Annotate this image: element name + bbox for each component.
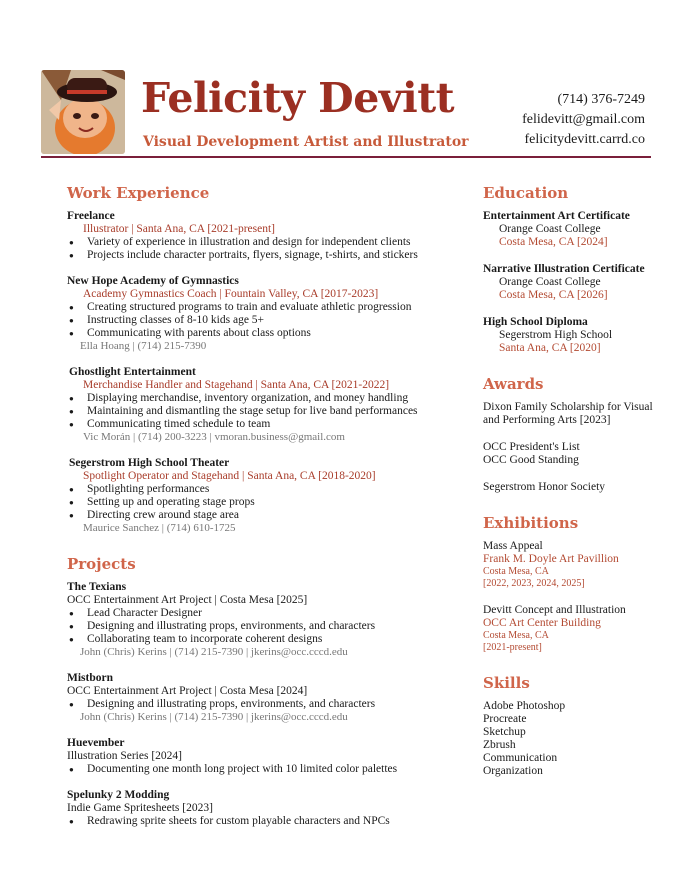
project-bullet: ● Lead Character Designer bbox=[67, 607, 467, 620]
exhibition-years: [2021-present] bbox=[483, 642, 542, 653]
award-item: Segerstrom Honor Society bbox=[483, 481, 606, 493]
job-duty: ● Communicating with parents about class options bbox=[67, 327, 467, 340]
skill-item: Procreate bbox=[483, 713, 527, 725]
contact-block bbox=[522, 90, 645, 150]
exhibition-entry bbox=[483, 540, 663, 590]
project-detail: Indie Game Spritesheets [2023] bbox=[67, 802, 213, 814]
projects-heading: Projects bbox=[67, 555, 136, 573]
project-bullet: ● Collaborating team to incorporate coherent designs bbox=[67, 633, 467, 646]
education-entry bbox=[483, 316, 663, 355]
education-degree: Entertainment Art Certificate bbox=[483, 210, 630, 222]
education-location: Santa Ana, CA [2020] bbox=[499, 342, 601, 354]
job-duty: ● Setting up and operating stage props bbox=[67, 496, 467, 509]
project-reference: John (Chris) Kerins | (714) 215-7390 | jkerins@occ.cccd.edu bbox=[80, 646, 348, 658]
project-bullets bbox=[67, 763, 467, 776]
education-entry bbox=[483, 210, 663, 249]
awards-heading: Awards bbox=[483, 375, 544, 393]
applicant-title: Visual Development Artist and Illustrator bbox=[143, 134, 469, 150]
project-entry bbox=[67, 672, 467, 724]
exhibition-venue: OCC Art Center Building bbox=[483, 617, 601, 629]
exhibition-name: Mass Appeal bbox=[483, 540, 543, 552]
job-duties bbox=[67, 236, 467, 262]
avatar-illustration-icon bbox=[41, 70, 125, 154]
project-name: Spelunky 2 Modding bbox=[67, 789, 170, 801]
project-bullet: ● Designing and illustrating props, environments, and characters bbox=[67, 620, 467, 633]
project-name: Mistborn bbox=[67, 672, 113, 684]
education-school: Orange Coast College bbox=[499, 223, 601, 235]
education-school: Orange Coast College bbox=[499, 276, 601, 288]
job-entry bbox=[67, 366, 467, 444]
job-duties bbox=[67, 392, 467, 431]
award-item: OCC Good Standing bbox=[483, 454, 579, 466]
job-duties bbox=[67, 483, 467, 522]
job-entry bbox=[67, 210, 467, 262]
job-duties bbox=[67, 301, 467, 340]
job-role: Merchandise Handler and Stagehand | Santa Ana, CA [2021-2022] bbox=[83, 379, 390, 391]
project-bullet: ● Redrawing sprite sheets for custom playable characters and NPCs bbox=[67, 815, 467, 828]
job-role: Illustrator | Santa Ana, CA [2021-present] bbox=[83, 223, 276, 235]
header-divider bbox=[41, 156, 651, 158]
education-location: Costa Mesa, CA [2026] bbox=[499, 289, 608, 301]
education-heading: Education bbox=[483, 184, 569, 202]
job-duty: ● Displaying merchandise, inventory organization, and money handling bbox=[67, 392, 467, 405]
awards-list bbox=[483, 401, 663, 494]
left-column bbox=[67, 182, 467, 841]
project-detail: OCC Entertainment Art Project | Costa Mesa [2024] bbox=[67, 685, 308, 697]
phone-number: (714) 376-7249 bbox=[557, 92, 645, 107]
resume-header bbox=[41, 70, 651, 156]
right-column bbox=[483, 182, 663, 778]
job-duty: ● Spotlighting performances bbox=[67, 483, 467, 496]
education-location: Costa Mesa, CA [2024] bbox=[499, 236, 608, 248]
job-duty: ● Projects include character portraits, flyers, signage, t-shirts, and stickers bbox=[67, 249, 467, 262]
award-item: Dixon Family Scholarship for Visual and Performing Arts [2023] bbox=[483, 401, 653, 426]
project-reference: John (Chris) Kerins | (714) 215-7390 | jkerins@occ.cccd.edu bbox=[80, 711, 348, 723]
education-degree: Narrative Illustration Certificate bbox=[483, 263, 645, 275]
skill-item: Sketchup bbox=[483, 726, 526, 738]
project-entry bbox=[67, 737, 467, 776]
job-duty: ● Communicating timed schedule to team bbox=[67, 418, 467, 431]
job-employer: Ghostlight Entertainment bbox=[69, 366, 196, 378]
education-school: Segerstrom High School bbox=[499, 329, 613, 341]
skill-item: Communication bbox=[483, 752, 558, 764]
project-bullet: ● Documenting one month long project with 10 limited color palettes bbox=[67, 763, 467, 776]
job-employer: New Hope Academy of Gymnastics bbox=[67, 275, 239, 287]
job-role: Spotlight Operator and Stagehand | Santa Ana, CA [2018-2020] bbox=[83, 470, 376, 482]
project-bullets bbox=[67, 698, 467, 711]
exhibition-venue: Frank M. Doyle Art Pavillion bbox=[483, 553, 619, 565]
applicant-name: Felicity Devitt bbox=[141, 74, 455, 122]
skill-item: Adobe Photoshop bbox=[483, 700, 566, 712]
exhibition-location: Costa Mesa, CA bbox=[483, 630, 549, 641]
job-reference: Vic Morán | (714) 200-3223 | vmoran.business@gmail.com bbox=[83, 431, 345, 443]
job-employer: Segerstrom High School Theater bbox=[69, 457, 230, 469]
exhibitions-heading: Exhibitions bbox=[483, 514, 579, 532]
website-link[interactable]: felicitydevitt.carrd.co bbox=[524, 132, 645, 147]
project-name: Huevember bbox=[67, 737, 125, 749]
job-entry bbox=[67, 275, 467, 353]
exhibition-location: Costa Mesa, CA bbox=[483, 566, 549, 577]
project-bullets bbox=[67, 607, 467, 646]
exhibition-name: Devitt Concept and Illustration bbox=[483, 604, 626, 616]
job-duty: ● Directing crew around stage area bbox=[67, 509, 467, 522]
job-duty: ● Maintaining and dismantling the stage setup for live band performances bbox=[67, 405, 467, 418]
project-detail: Illustration Series [2024] bbox=[67, 750, 182, 762]
job-reference: Maurice Sanchez | (714) 610-1725 bbox=[83, 522, 236, 534]
project-name: The Texians bbox=[67, 581, 127, 593]
job-reference: Ella Hoang | (714) 215-7390 bbox=[80, 340, 207, 352]
skills-list bbox=[483, 700, 663, 778]
avatar bbox=[41, 70, 125, 154]
project-entry bbox=[67, 581, 467, 659]
project-entry bbox=[67, 789, 467, 828]
work-experience-heading: Work Experience bbox=[67, 184, 210, 202]
award-item: OCC President's List bbox=[483, 441, 580, 453]
job-role: Academy Gymnastics Coach | Fountain Valley, CA [2017-2023] bbox=[83, 288, 379, 300]
education-degree: High School Diploma bbox=[483, 316, 588, 328]
job-duty: ● Creating structured programs to train and evaluate athletic progression bbox=[67, 301, 467, 314]
project-bullets bbox=[67, 815, 467, 828]
exhibition-entry bbox=[483, 604, 663, 654]
project-detail: OCC Entertainment Art Project | Costa Mesa [2025] bbox=[67, 594, 308, 606]
exhibition-years: [2022, 2023, 2024, 2025] bbox=[483, 578, 585, 589]
skills-heading: Skills bbox=[483, 674, 530, 692]
education-entry bbox=[483, 263, 663, 302]
job-duty: ● Instructing classes of 8-10 kids age 5+ bbox=[67, 314, 467, 327]
skill-item: Organization bbox=[483, 765, 543, 777]
job-entry bbox=[67, 457, 467, 535]
skill-item: Zbrush bbox=[483, 739, 516, 751]
job-employer: Freelance bbox=[67, 210, 115, 222]
job-duty: ● Variety of experience in illustration and design for independent clients bbox=[67, 236, 467, 249]
email-link[interactable]: felidevitt@gmail.com bbox=[522, 112, 645, 127]
project-bullet: ● Designing and illustrating props, environments, and characters bbox=[67, 698, 467, 711]
